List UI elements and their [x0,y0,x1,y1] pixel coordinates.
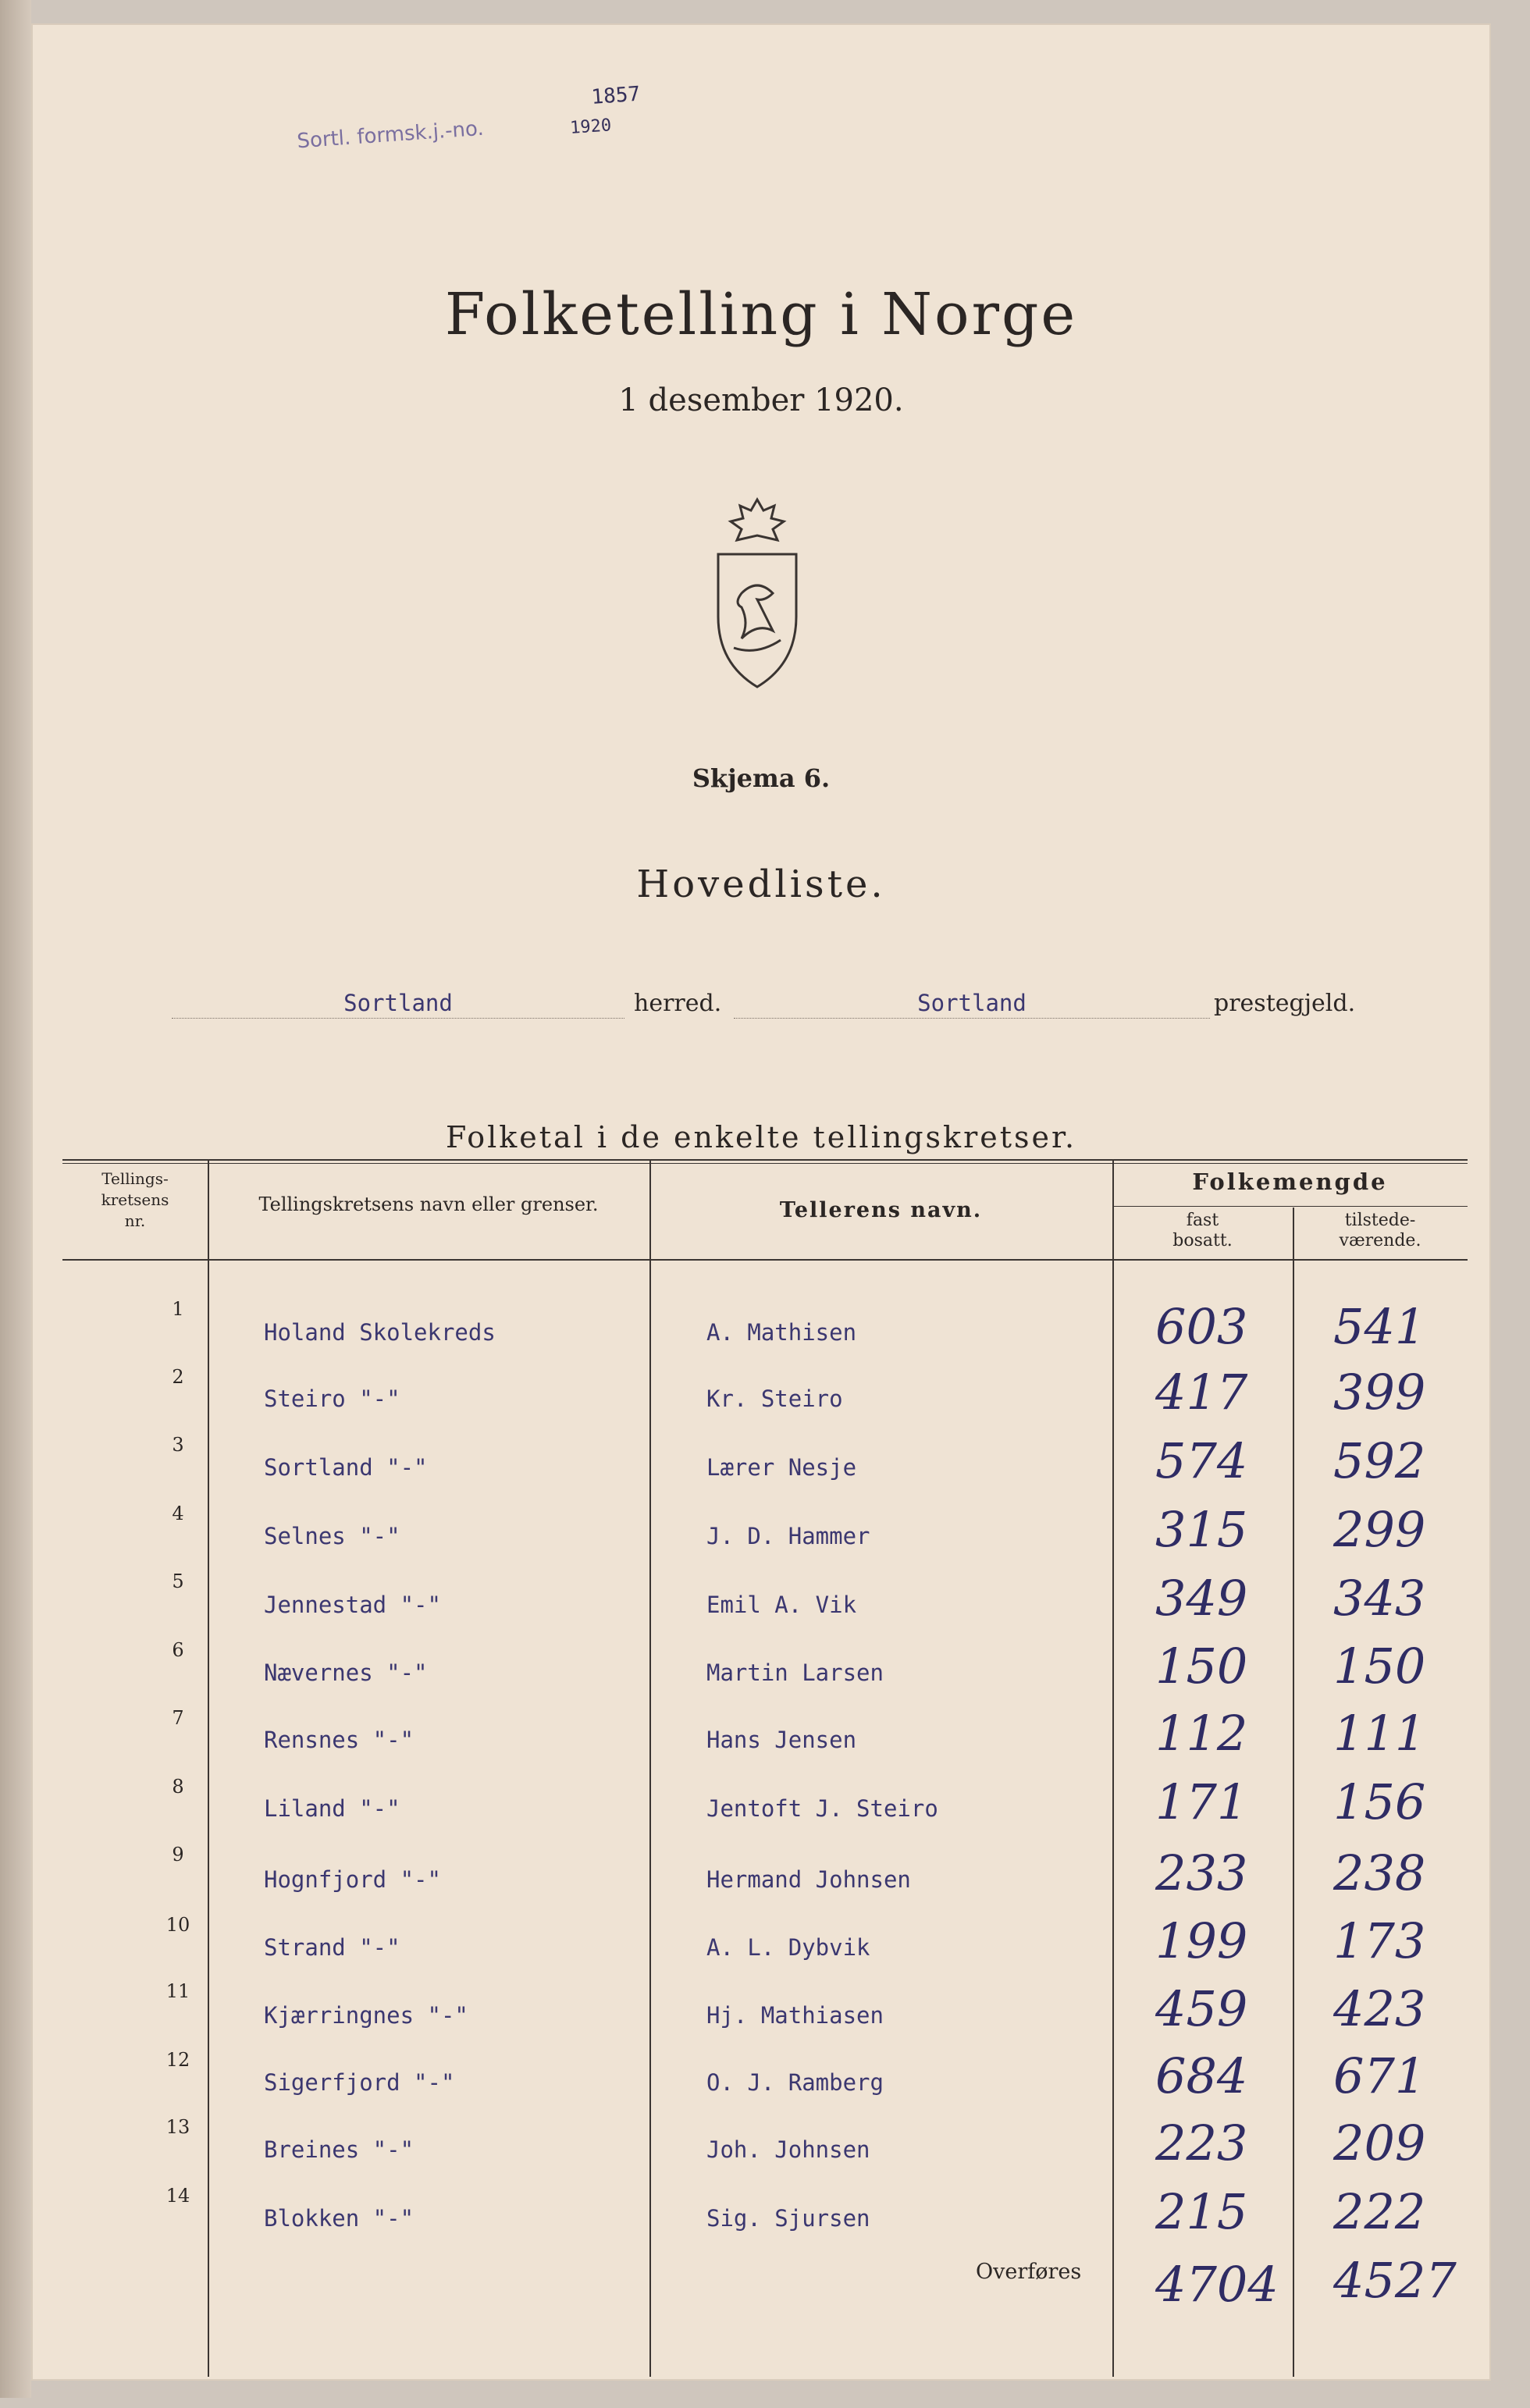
binding-edge [0,0,31,2398]
header-teller: Tellerens navn. [779,1198,983,1222]
row-nr: 7 [172,1707,184,1729]
row-nr: 10 [165,1914,190,1936]
row-name: Rensnes "-" [264,1727,415,1753]
prestegjeld-label: prestegjeld. [1214,990,1356,1017]
row-name: Breines "-" [264,2136,415,2163]
row-fast: 684 [1155,2047,1248,2104]
row-nr: 11 [165,1980,190,2002]
col-rule-4 [1293,1208,1294,2377]
row-fast: 574 [1155,1432,1248,1489]
row-fast: 171 [1155,1773,1248,1830]
row-fast: 233 [1155,1844,1248,1901]
row-name: Blokken "-" [264,2205,415,2232]
row-name: Nævernes "-" [264,1659,428,1686]
row-nr: 8 [172,1776,184,1798]
row-teller: Hans Jensen [706,1727,857,1753]
header-nr: Tellings- kretsens nr. [101,1169,169,1230]
row-name: Kjærringnes "-" [264,2002,468,2029]
header-bottom-rule [62,1259,1468,1261]
row-nr: 3 [172,1434,184,1456]
schema-number: Skjema 6. [692,763,831,793]
herred-label: herred. [634,990,722,1017]
row-tilstede: 592 [1333,1432,1426,1489]
header-folkemengde: Folkemengde [1192,1168,1388,1195]
row-teller: Hermand Johnsen [706,1866,911,1893]
table-title: Folketal i de enkelte tellingskretser. [445,1120,1077,1154]
row-tilstede: 209 [1333,2115,1426,2171]
row-name: Strand "-" [264,1934,400,1961]
row-tilstede: 173 [1333,1912,1426,1969]
census-table [62,1159,1468,2408]
stamp-year: 1920 [569,116,612,138]
row-teller: Jentoft J. Steiro [706,1795,938,1822]
row-teller: Martin Larsen [706,1659,884,1686]
row-name: Hognfjord "-" [264,1866,441,1893]
row-tilstede: 222 [1333,2183,1426,2240]
archive-stamp [295,82,665,169]
header-tilstede: tilstede- værende. [1339,1211,1421,1250]
row-fast: 459 [1155,1980,1248,2037]
row-name: Sortland "-" [264,1454,428,1481]
row-fast: 603 [1155,1298,1248,1355]
row-tilstede: 343 [1333,1570,1426,1627]
row-nr: 2 [172,1366,184,1388]
row-name: Selnes "-" [264,1523,400,1549]
row-name: Holand Skolekreds [264,1319,496,1346]
row-tilstede: 111 [1333,1705,1426,1762]
col-rule-3 [1112,1159,1114,2377]
row-tilstede: 423 [1333,1980,1426,2037]
stamp-number: 1857 [590,82,642,109]
table-top-rule [62,1159,1468,1161]
row-fast: 349 [1155,1570,1248,1627]
row-tilstede: 156 [1333,1773,1426,1830]
row-nr: 4 [172,1503,184,1524]
row-teller: Kr. Steiro [706,1385,843,1412]
total-label: Overføres [976,2260,1082,2284]
total-fast: 4704 [1155,2256,1279,2313]
page-title: Folketelling i Norge [444,281,1078,348]
census-date: 1 desember 1920. [618,382,904,418]
row-nr: 13 [165,2116,190,2138]
row-teller: Lærer Nesje [706,1454,857,1481]
coat-of-arms-icon [687,492,827,702]
row-teller: Hj. Mathiasen [706,2002,884,2029]
row-tilstede: 671 [1333,2047,1426,2104]
row-teller: Emil A. Vik [706,1592,857,1618]
row-teller: O. J. Ramberg [706,2069,884,2096]
row-fast: 417 [1155,1364,1248,1421]
row-fast: 215 [1155,2183,1248,2240]
total-tilstede: 4527 [1333,2252,1457,2309]
row-tilstede: 150 [1333,1638,1426,1695]
row-teller: Joh. Johnsen [706,2136,870,2163]
row-nr: 6 [172,1639,184,1661]
list-heading: Hovedliste. [636,863,886,906]
herred-value: Sortland [172,990,624,1019]
row-teller: A. Mathisen [706,1319,857,1346]
row-nr: 1 [172,1298,184,1320]
row-name: Sigerfjord "-" [264,2069,455,2096]
prestegjeld-value: Sortland [734,990,1210,1019]
row-tilstede: 399 [1333,1364,1426,1421]
row-nr: 5 [172,1570,184,1592]
table-top-rule-thin [62,1163,1468,1164]
row-name: Liland "-" [264,1795,400,1822]
row-nr: 12 [165,2049,190,2071]
row-tilstede: 541 [1333,1298,1426,1355]
stamp-label: Sortl. formsk.j.-no. [296,116,485,154]
col-rule-2 [649,1159,651,2377]
row-nr: 9 [172,1844,184,1866]
row-name: Steiro "-" [264,1385,400,1412]
row-fast: 112 [1155,1705,1248,1762]
row-teller: A. L. Dybvik [706,1934,870,1961]
census-form-page [31,23,1491,2381]
row-teller: J. D. Hammer [706,1523,870,1549]
row-tilstede: 299 [1333,1501,1426,1558]
col-rule-1 [208,1159,209,2377]
row-fast: 150 [1155,1638,1248,1695]
row-fast: 315 [1155,1501,1248,1558]
row-name: Jennestad "-" [264,1592,441,1618]
header-fast: fast bosatt. [1172,1211,1233,1250]
row-tilstede: 238 [1333,1844,1426,1901]
row-fast: 223 [1155,2115,1248,2171]
row-fast: 199 [1155,1912,1248,1969]
row-teller: Sig. Sjursen [706,2205,870,2232]
folkemengde-rule [1112,1206,1468,1207]
row-nr: 14 [165,2185,190,2207]
header-name: Tellingskretsens navn eller grenser. [258,1193,599,1215]
